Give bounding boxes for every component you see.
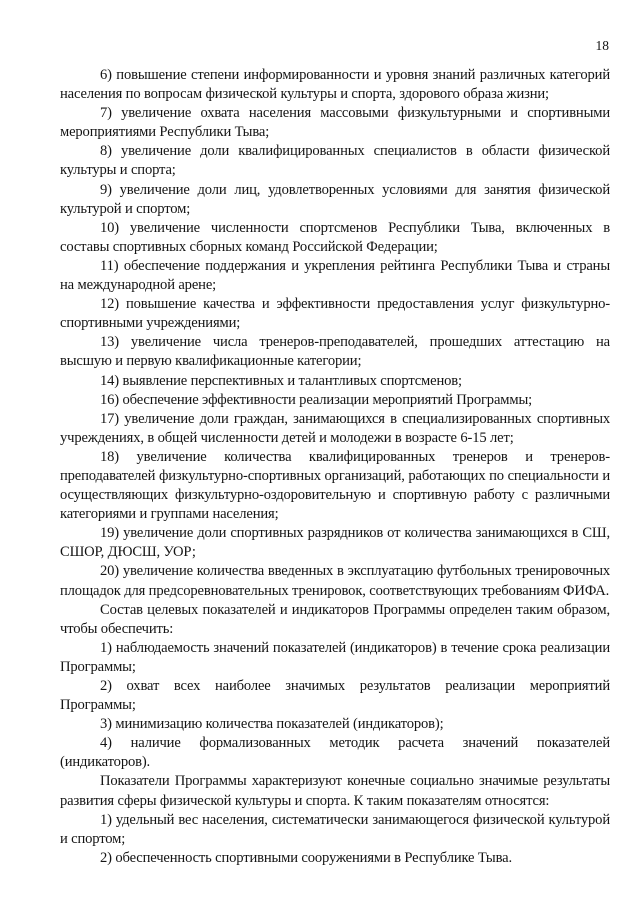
paragraph: 1) удельный вес населения, систематически занимающегося физической культурой и спортом; <box>60 811 610 847</box>
paragraph: 10) увеличение численности спортсменов Республики Тыва, включенных в составы спортивных сборных команд Российской Федерации; <box>60 219 610 255</box>
paragraph: 2) обеспеченность спортивными сооружениями в Республике Тыва. <box>100 849 512 866</box>
paragraph: 1) наблюдаемость значений показателей (индикаторов) в течение срока реализации Программы; <box>60 639 610 675</box>
paragraph: 20) увеличение количества введенных в эксплуатацию футбольных тренировочных площадок для предсоревновательных тренировок, соответствующих требованиям ФИФА. <box>60 563 610 599</box>
paragraph: 7) увеличение охвата населения массовыми физкультурными и спортивными мероприятиями Республики Тыва; <box>60 105 610 141</box>
paragraph: 3) минимизацию количества показателей (индикаторов); <box>100 716 444 733</box>
paragraph: Показатели Программы характеризуют конечные социально значимые результаты развития сферы физической культуры и спорта. К таким показателям относятся: <box>60 773 610 809</box>
paragraph: 9) увеличение доли лиц, удовлетворенных условиями для занятия физической культурой и спортом; <box>60 181 610 217</box>
paragraph: 13) увеличение числа тренеров-преподавателей, прошедших аттестацию на высшую и первую квалификационные категории; <box>60 334 610 370</box>
paragraph: Состав целевых показателей и индикаторов Программы определен таким образом, чтобы обеспечить: <box>60 601 610 637</box>
paragraph: 11) обеспечение поддержания и укрепления рейтинга Республики Тыва и страны на международной арене; <box>60 257 610 294</box>
paragraph: 18) увеличение количества квалифицированных тренеров и тренеров-преподавателей физкультурно-спортивных организаций, работающих по специальности и осуществляющих физкультурно-оздоровительную и спортивную работу с различными категориями и группами населения; <box>60 448 610 523</box>
paragraph: 17) увеличение доли граждан, занимающихся в специализированных спортивных учреждениях, в общей численности детей и молодежи в возрасте 6-15 лет; <box>60 410 610 446</box>
document-body <box>60 66 610 868</box>
paragraph: 4) наличие формализованных методик расчета значений показателей (индикаторов). <box>60 735 610 771</box>
paragraph: 14) выявление перспективных и талантливых спортсменов; <box>100 372 462 389</box>
paragraph: 6) повышение степени информированности и уровня знаний различных категорий населения по вопросам физической культуры и спорта, здорового образа жизни; <box>60 67 610 103</box>
paragraph: 12) повышение качества и эффективности предоставления услуг физкультурно-спортивными учреждениями; <box>60 296 610 332</box>
paragraph: 8) увеличение доли квалифицированных специалистов в области физической культуры и спорта; <box>60 143 610 179</box>
paragraph: 2) охват всех наиболее значимых результатов реализации мероприятий Программы; <box>60 678 610 714</box>
paragraph: 16) обеспечение эффективности реализации мероприятий Программы; <box>100 391 533 408</box>
paragraph: 19) увеличение доли спортивных разрядников от количества занимающихся в СШ, СШОР, ДЮСШ, УОР; <box>60 525 610 561</box>
page-number: 18 <box>595 38 609 53</box>
